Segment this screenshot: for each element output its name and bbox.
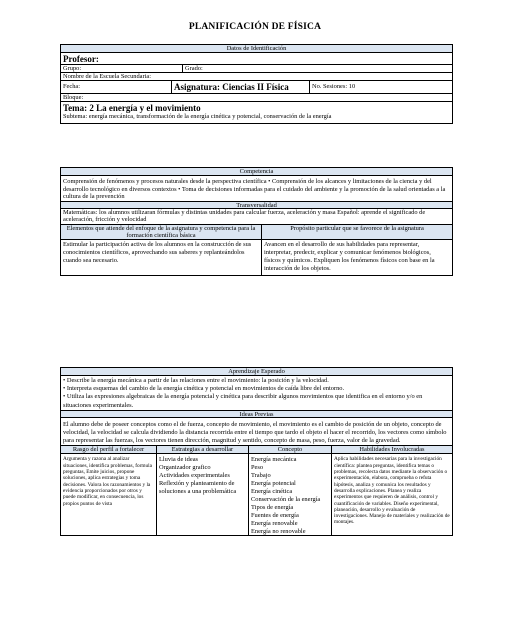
aprendizaje-block (60, 367, 453, 536)
grupo-row (61, 65, 452, 73)
competencia-text: Comprensión de fenómenos y procesos naturales desde la perspectiva científica • Comprensión de los alcances y limitaciones de la ciencia y del desarrollo tecnológico en diversos contextos • Toma de decisiones informadas para el cuidado del ambiente y la promoción de la salud orientadas a la cultura de la prevención (63, 178, 446, 201)
estrategias-list (156, 454, 248, 535)
concepto-item: Energía no renovable (251, 527, 306, 535)
fecha-row (61, 81, 452, 94)
subtema-text: Subtema: energía mecánica, transformación de la energía cinética y potencial, conservación de la energía (63, 113, 332, 120)
estrategia-item: Reflexión y planteamiento de soluciones a una problemática (159, 480, 237, 496)
competencia-band: Competencia (61, 168, 452, 176)
concepto-item: Energía potencial (251, 480, 296, 488)
grado-label: Grado: (182, 65, 452, 72)
enfoque-header-row (61, 225, 452, 240)
tema-label: Tema: 2 La energía y el movimiento (63, 103, 201, 113)
aprendizaje-item-1: • Describe la energía mecánica a partir de las relaciones entre el movimiento: la posición y la velocidad. (63, 377, 329, 384)
concepto-item: Energía renovable (251, 519, 298, 527)
grupo-label: Grupo: (63, 65, 82, 72)
concepto-item: Energía cinética (251, 488, 293, 496)
transversalidad-band: Transversalidad (61, 201, 452, 209)
asignatura-label: Asignatura: Ciencias II Física (171, 81, 309, 93)
profesor-label: Profesor: (63, 54, 99, 64)
estrategia-item: Actividades experimentales (159, 472, 230, 480)
bloque-label: Bloque: (63, 94, 84, 101)
aprendizaje-item-2: • Interpreta esquemas del cambio de la energía cinética y potencial en movimientos de caída libre del entorno. (63, 385, 345, 393)
competencia-block (60, 167, 453, 276)
concepto-item: Trabajo (251, 472, 271, 480)
estrategia-item: Lluvia de ideas (159, 456, 199, 464)
escuela-row (61, 73, 452, 81)
header-rasgo: Rasgo del perfil a fortalecer (72, 446, 145, 454)
rasgo-text: Argumenta y razona al analizar situaciones, identifica problemas, formula preguntas, Emite juicios, propone soluciones, aplica estrategias y toma decisiones. Valora los razonamientos y la evidencia proporcionados por otros y puede modificar, en consecuencia, los propios puntos de vista (63, 456, 152, 507)
document-title: PLANIFICACIÓN DE FÍSICA (188, 22, 322, 32)
tema-section (61, 102, 452, 123)
proposito-header: Propósito particular que se favorece de la asignatura (261, 225, 452, 239)
concepto-item: Energía mecánica (251, 456, 297, 464)
aprendizaje-item-3: • Utiliza las expresiones algebraicas de la energía potencial y cinética para describir algunos movimientos que identifica en el entorno y/o en situaciones experimentales. (63, 393, 423, 409)
conceptos-list (248, 454, 331, 535)
ideas-previas-band: Ideas Previas (61, 410, 452, 418)
enfoque-header: Elementos que atiende del enfoque de la asignatura y competencia para la formación científica básica (66, 224, 256, 239)
bloque-row (61, 94, 452, 102)
header-estrategias: Estrategias a desarrollar (156, 446, 248, 453)
header-concepto: Concepto (248, 446, 331, 453)
table-content-row (61, 454, 452, 535)
identification-band: Datos de Identificación (61, 45, 452, 53)
table-header-row (61, 446, 452, 454)
fecha-label: Fecha: (63, 83, 81, 90)
concepto-item: Conservación de la energía (251, 495, 321, 503)
aprendizaje-band: Aprendizaje Esperado (61, 368, 452, 376)
concepto-item: Peso (251, 464, 264, 472)
enfoque-content-row (61, 240, 452, 275)
habilidades-text: Aplica habilidades necesarias para la investigación científica: plantea preguntas, identifica temas o problemas, recolecta datos mediante la observación o experimentación, elabora, comprueba o refuta hipótesis, analiza y comunica los resultados y desarrolla explicaciones. Planea y realiza experimentos que requieren de análisis, control y cuantificación de variables. Diseño experimental, planeación, desarrollo y evaluación de investigaciones. Manejo de materiales y realización de montajes. (331, 454, 452, 535)
transversalidad-text: Matemáticas: los alumnos utilizaran fórmulas y distintas unidades para calcular fuerza, aceleración y masa Español: aprende el significado de aceleración, fricción y velocidad (61, 209, 452, 225)
estrategia-item: Organizador grafico (159, 464, 211, 472)
enfoque-text: Estimular la participación activa de los alumnos en la construcción de sus conocimientos científicos, aprovechando sus saberes y replanteándolos cuando sea necesario. (63, 240, 252, 264)
identification-block (60, 44, 453, 124)
concepto-item: Fuentes de energía (251, 511, 299, 519)
profesor-row (61, 53, 452, 65)
ideas-previas-text: El alumno debe de poseer conceptos como el de fuerza, concepto de movimiento, el movimiento es el cambio de posición de un objeto, concepto de velocidad, la velocidad se calcula dividiendo la distancia recorrida entre el tiempo que tardo el objeto el hacer el recorrido, los vectores como símbolo para representar las fuerzas, los vectores tienen dirección, magnitud y sentido, concepto de masa, peso, fuerza, valor de la gravedad. (61, 418, 452, 447)
concepto-item: Tipos de energía (251, 503, 294, 511)
escuela-label: Nombre de la Escuela Secundaria: (63, 73, 152, 80)
aprendizaje-list (61, 376, 452, 410)
sesiones-label: No. Sesiones: 10 (309, 81, 452, 93)
proposito-text: Avancen en el desarrollo de sus habilidades para representar, interpretar, predecir, explicar y comunicar fenómenos biológicos, físicos y químicos. Expliquen los fenómenos físicos con base en la interacción de los objetos. (261, 240, 452, 275)
header-habilidades: Habilidades Involucradas (331, 446, 452, 453)
